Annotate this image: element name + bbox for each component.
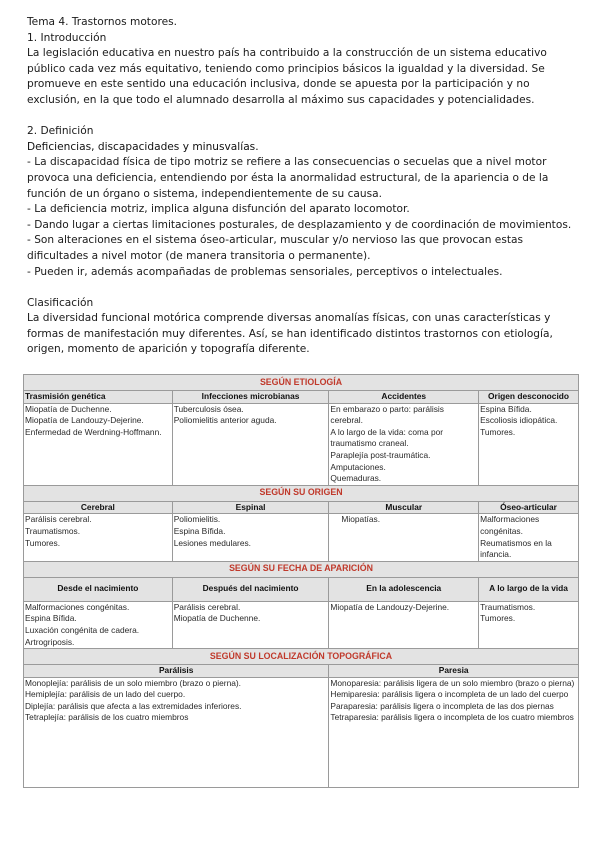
header-espinal: Espinal [172,501,329,514]
table-cell: Monoplejía: parálisis de un solo miembro (brazo o pierna). Hemiplejía: parálisis de un lado del cuerpo. Diplejía: parálisis que afecta a las extremidades inferiores. Tetraplejía: parálisis de los cuatro miembros [24,677,329,787]
header-despues-nacimiento: Después del nacimiento [172,577,329,601]
header-infecciones: Infecciones microbianas [172,391,329,404]
definition-line: - La deficiencia motriz, implica alguna disfunción del aparato locomotor. [27,203,410,216]
topic-title: Tema 4. Trastornos motores. [27,16,177,28]
header-muscular: Muscular [329,501,479,514]
header-paralisis: Parálisis [24,665,329,678]
section-title-topografia: SEGÚN SU LOCALIZACIÓN TOPOGRÁFICA [24,649,579,665]
table-cell: Miopatía de Landouzy-Dejerine. [329,601,479,648]
classification-heading: Clasificación [27,296,94,309]
header-desde-nacimiento: Desde el nacimiento [24,577,173,601]
table-cell: En embarazo o parto: parálisis cerebral. A lo largo de la vida: coma por traumatismo craneal. Paraplejía post-traumática. Amputaciones. Quemaduras. [329,403,479,485]
header-transmision-genetica: Trasmisión genética [24,391,173,404]
definition-line: - La discapacidad física de tipo motriz se refiere a las consecuencias o secuelas que a nivel motor provoca una deficiencia, entendiendo por ésta la anormalidad estructural, de la apariencia o de la función de un órgano o sistema, independientemente de su causa. [27,156,549,200]
section-title-origen: SEGÚN SU ORIGEN [24,485,579,501]
section-title-aparicion: SEGÚN SU FECHA DE APARICIÓN [24,561,579,577]
table-cell: Malformaciones congénitas. Espina Bífida. Luxación congénita de cadera. Artrogriposis. [24,601,173,648]
table-cell: Poliomielitis. Espina Bífida. Lesiones medulares. [172,514,329,561]
table-cell: Malformaciones congénitas. Reumatismos en la infancia. [479,514,579,561]
header-cerebral: Cerebral [24,501,173,514]
table-cell: Tuberculosis ósea. Poliomielitis anterior aguda. [172,403,329,485]
table-cell: Parálisis cerebral. Miopatía de Duchenne. [172,601,329,648]
definition-line: - Dando lugar a ciertas limitaciones posturales, de desplazamiento y de coordinación de movimientos. [27,218,572,231]
table-cell: Miopatías. [329,514,479,561]
header-paresia: Paresia [329,665,579,678]
table-cell: Espina Bífida. Escoliosis idiopática. Tumores. [479,403,579,485]
definition-line: - Son alteraciones en el sistema óseo-articular, muscular y/o nervioso las que provocan estas dificultades a nivel motor (de manera transitoria o permanente). [27,234,523,262]
definition-subheading: Deficiencias, discapacidades y minusvalías. [27,140,259,153]
table-cell: Traumatismos. Tumores. [479,601,579,648]
section-title-etiologia: SEGÚN ETIOLOGÍA [24,375,579,391]
table-cell: Miopatía de Duchenne. Miopatía de Landouzy-Dejerine. Enfermedad de Werdning-Hoffmann. [24,403,173,485]
header-accidentes: Accidentes [329,391,479,404]
table-cell: Parálisis cerebral. Traumatismos. Tumores. [24,514,173,561]
header-origen-desconocido: Origen desconocido [479,391,579,404]
definition-line: - Pueden ir, además acompañadas de problemas sensoriales, perceptivos o intelectuales. [27,265,503,278]
section-heading-introduction: 1. Introducción [27,31,107,44]
introduction-paragraph: La legislación educativa en nuestro país ha contribuido a la construcción de un sistema educativo público cada vez más equitativo, teniendo como principios básicos la igualdad y la diversidad. Se promueve en este sentido una educación inclusiva, donde se apuesta por la participación y no exclusión, en la que todo el alumnado desarrolla al máximo sus capacidades y potencialidades. [27,47,547,106]
classification-table [23,374,579,788]
section-heading-definition: 2. Definición [27,125,94,138]
header-largo-vida: A lo largo de la vida [479,577,579,601]
classification-paragraph: La diversidad funcional motórica comprende diversas anomalías físicas, con unas características y formas de manifestación muy diferentes. Así, se han identificado distintos trastornos con etiología, origen, momento de aparición y topografía diferente. [27,312,553,356]
header-adolescencia: En la adolescencia [329,577,479,601]
document-body [27,15,575,358]
header-oseo-articular: Óseo-articular [479,501,579,514]
table-cell: Monoparesia: parálisis ligera de un solo miembro (brazo o pierna) Hemiparesia: parálisis ligera o incompleta de un lado del cuerpo Paraparesia: parálisis ligera o incompleta de las dos piernas Tetraparesia: parálisis ligera o incompleta de los cuatro miembros [329,677,579,787]
